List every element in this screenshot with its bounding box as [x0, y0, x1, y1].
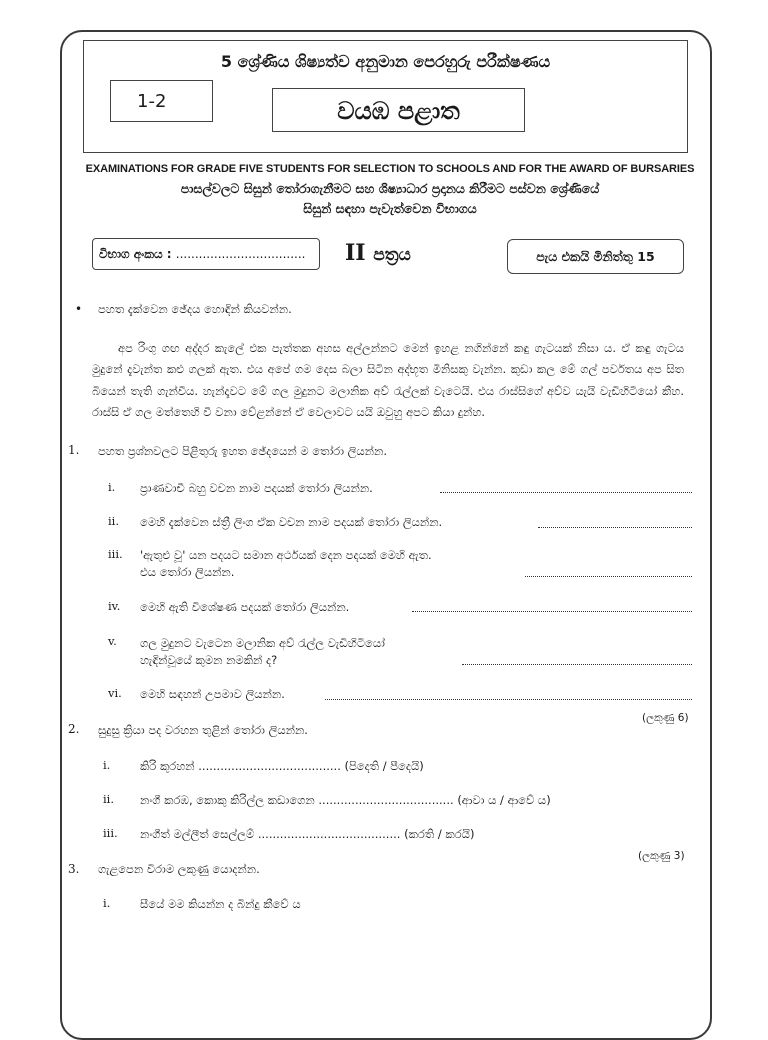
q2-item-2-sentence	[140, 793, 551, 808]
q1-item-3-text-line2: එය තෝරා ලියන්න.	[140, 565, 235, 579]
q2-item-3-text: නංගීත් මල්ලීත් සෙල්ලම්	[140, 827, 255, 841]
paper-word: පත්‍රය	[373, 245, 411, 265]
question-3-prompt: ගැළපෙන විරාම ලකුණු යොදන්න.	[98, 862, 260, 876]
index-number-box	[92, 238, 320, 270]
q2-item-1-answer-field[interactable]: .......................................	[198, 759, 341, 773]
q2-item-1-sentence	[140, 759, 424, 774]
index-number-label: විභාග අංකය :	[99, 247, 172, 261]
question-2-prompt: සුදුසු ක්‍රියා පද වරහන තුළින් තෝරා ලියන්න.	[98, 723, 308, 737]
q1-item-2-answer-line[interactable]	[538, 527, 692, 528]
q2-item-1-number: i.	[103, 758, 111, 772]
q3-item-1-number: i.	[103, 896, 111, 910]
q1-item-5-text: ගල මුදුනට වැටෙන මලානික අව් රැල්ල වැඩිහිටියෝ	[140, 636, 385, 650]
question-1-number: 1.	[68, 443, 80, 457]
q2-item-3-answer-field[interactable]: .......................................	[257, 827, 401, 841]
q3-item-1-text: සීයේ මම කියන්න ද බින්දු කීවේ ය	[140, 897, 301, 911]
q2-item-2-text: නංගී කරඹ, කොකු කිරිල්ල කඩාගෙන	[140, 793, 315, 807]
duration-box: පැය එකයි මිනිත්තු 15	[507, 239, 684, 274]
q1-item-5-answer-line[interactable]	[462, 664, 692, 665]
q1-item-4-number: iv.	[108, 599, 121, 613]
q1-item-2-number: ii.	[108, 514, 120, 528]
q2-item-2-number: ii.	[103, 792, 115, 806]
q2-item-3-options: (කරති / කරයි)	[404, 827, 475, 841]
q1-item-3-number: iii.	[108, 547, 123, 561]
q2-item-2-answer-field[interactable]: .....................................	[318, 793, 454, 807]
paper-roman: II	[345, 240, 366, 266]
q1-item-1-number: i.	[108, 480, 116, 494]
exam-title-english: EXAMINATIONS FOR GRADE FIVE STUDENTS FOR SELECTION TO SCHOOLS AND FOR THE AWARD OF BURSARIES	[85, 163, 695, 175]
q1-item-3-text: 'ඇතුළු වූ' යන පදයට සමාන අර්ථයක් දෙන පදයක් මෙහි ඇත.	[140, 548, 432, 562]
q1-item-6-number: vi.	[108, 686, 122, 700]
q2-item-3-sentence	[140, 827, 474, 842]
question-2-marks: (ලකුණු 3)	[638, 850, 685, 862]
q1-item-3-answer-line[interactable]	[525, 576, 692, 577]
q1-item-4-answer-line[interactable]	[412, 611, 692, 612]
question-1-prompt: පහත ප්‍රශ්නවලට පිළිතුරු ඉහත ඡේදයෙන් ම තෝරා ලියන්න.	[98, 444, 388, 458]
q1-item-6-text: මෙහි සඳහන් උපමාව ලියන්න.	[140, 687, 285, 701]
index-number-field[interactable]: ..................................	[175, 247, 306, 261]
paper-number	[345, 240, 411, 266]
exam-series-title: 5 ශ්‍රේණිය ශිෂ්‍යත්ව අනුමාන පෙරහුරු පරීක්ෂණය	[220, 52, 551, 71]
q2-item-3-number: iii.	[103, 826, 118, 840]
question-1-marks: (ලකුණු 6)	[642, 712, 689, 724]
subject-box: වයඹ පළාත	[272, 88, 525, 132]
q1-item-5-number: v.	[108, 634, 117, 648]
instruction-bullet: •	[75, 302, 83, 316]
instruction-text: පහත දැක්වෙන ඡේදය හොඳින් කියවන්න.	[98, 302, 292, 316]
reading-passage	[92, 338, 684, 423]
passage-paragraph: අප රිංගු ගඟ අද්දර කැලේ එක පැත්තක අහස අල්ලන්නට මෙන් ඉහළ නගින්නේ කඳු ගැටයක් නිසා ය. ඒ කඳු ගැටය මුදුනේ දැවැන්ත කළු ගලක් ඇත. එය අපේ ගම දෙස බලා සිටින අද්භූත මිනිසකු වැන්න. කුඩා කල මේ ගල් පර්වතය අප සිත බියෙන් තැති ගැන්වීය. හැන්දෑවට මේ ගල මුදුනට මලානික අව් රැල්ලක් වැටෙයි. එය රාස්සිගේ අව්ව යැයි වැඩිහිටියෝ කීහ. රාස්සි ඒ ගල මත්තෙහි වී වනා වේළන්නේ ඒ වෙලාවට යයි ඔවුහු අපට කියා දුන්හ.	[92, 341, 684, 419]
q1-item-1-answer-line[interactable]	[440, 492, 692, 493]
q2-item-1-text: කිරි කුරහන්	[140, 759, 195, 773]
q1-item-2-text: මෙහි දැක්වෙන ස්ත්‍රී ලිංග ඒක වචන නාම පදයක් තෝරා ලියන්න.	[140, 515, 443, 529]
exam-title-sinhala-line1: පාසල්වලට සිසුන් තෝරාගැනීමට සහ ශිෂ්‍යාධාර ප්‍රදානය කිරීමට පස්වන ශ්‍රේණියේ	[180, 181, 600, 196]
exam-title-sinhala-line2: සිසුන් සඳහා පැවැත්වෙන විභාගය	[303, 201, 477, 216]
q1-item-1-text: ප්‍රාණවාචී බහු වචන නාම පදයක් තෝරා ලියන්න.	[140, 481, 373, 495]
question-3-number: 3.	[68, 862, 80, 876]
question-2-number: 2.	[68, 722, 80, 736]
q2-item-2-options: (ආවා ය / ආවේ ය)	[457, 793, 551, 807]
q1-item-4-text: මෙහි ඇති විශේෂණ පදයක් තෝරා ලියන්න.	[140, 600, 350, 614]
q1-item-6-answer-line[interactable]	[325, 699, 692, 700]
q1-item-5-text-line2: හැඳින්වූයේ කුමන නමකින් ද?	[140, 653, 278, 667]
q2-item-1-options: (පිදෙති / පීදෙයි)	[344, 759, 424, 773]
paper-code-box: 1-2	[110, 80, 213, 122]
